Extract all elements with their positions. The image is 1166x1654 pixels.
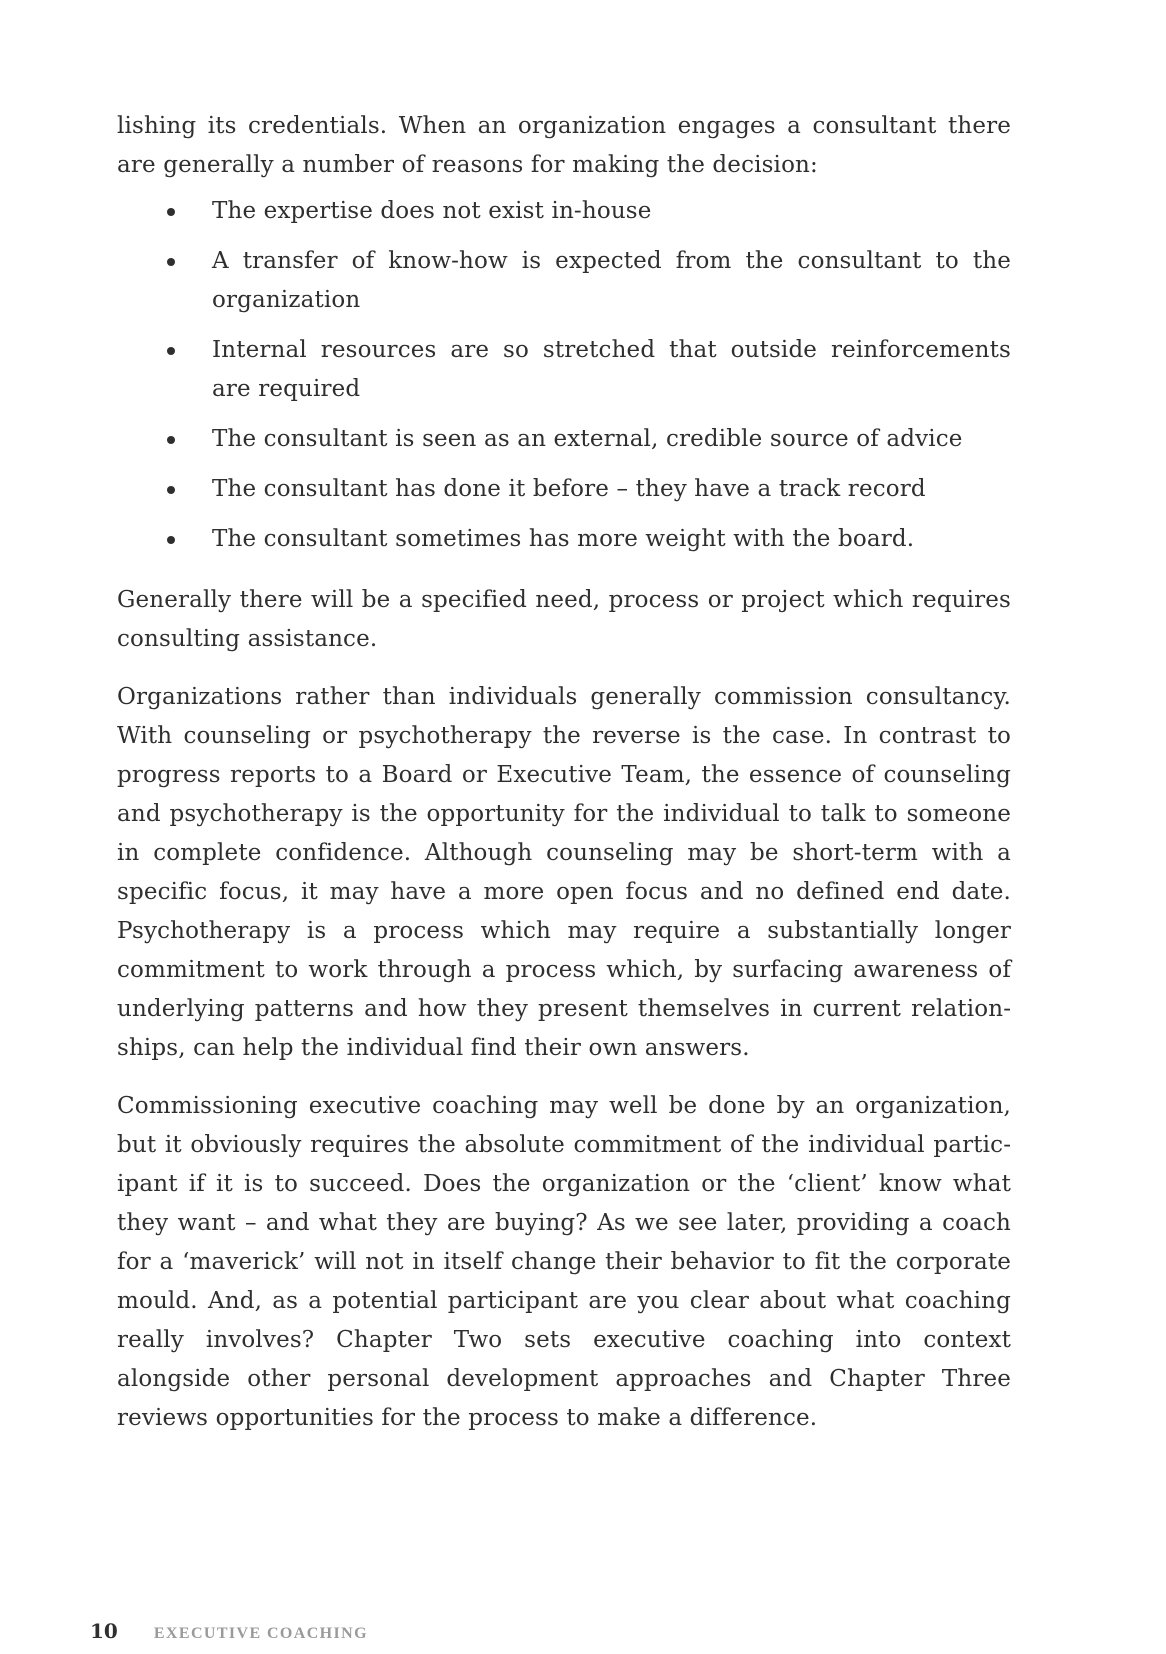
- list-item-text: Internal resources are so stretched that outside reinforcements are required: [212, 337, 1011, 402]
- list-item: [117, 331, 1011, 409]
- list-item-text: A transfer of know-how is expected from the consultant to the organization: [212, 248, 1011, 313]
- list-item-text: The expertise does not exist in-house: [212, 198, 652, 224]
- body-paragraph: Commissioning executive coaching may well be done by an organization, but it obviously requires the absolute commitment of the individual participant if it is to succeed. Does the organization or the ‘client’ know what they want – and what they are buying? As we see later, providing a coach for a ‘maverick’ will not in itself change their behavior to fit the corporate mould. And, as a potential participant are you clear about what coaching really involves? Chapter Two sets executive coaching into context alongside other personal development approaches and Chapter Three reviews opportunities for the process to make a difference.: [117, 1093, 1011, 1431]
- bullet-icon: [167, 536, 175, 544]
- bullet-icon: [167, 347, 175, 355]
- list-item: [117, 242, 1011, 320]
- list-item: [117, 520, 1011, 559]
- list-item-text: The consultant sometimes has more weight with the board.: [212, 526, 915, 552]
- list-item: [117, 470, 1011, 509]
- body-paragraph: Generally there will be a specified need, process or project which requires consulting assistance.: [117, 587, 1011, 652]
- list-item-text: The consultant is seen as an external, credible source of advice: [212, 426, 963, 452]
- bullet-icon: [167, 486, 175, 494]
- page-footer: [90, 1619, 368, 1643]
- running-head: EXECUTIVE COACHING: [153, 1625, 368, 1642]
- bullet-icon: [167, 258, 175, 266]
- page-body: [117, 107, 1011, 1457]
- list-item-text: The consultant has done it before – they have a track record: [212, 476, 926, 502]
- page-number: 10: [90, 1619, 118, 1643]
- reasons-list: [117, 192, 1011, 559]
- list-item: [117, 420, 1011, 459]
- intro-paragraph: lishing its credentials. When an organization engages a consultant there are generally a number of reasons for making the decision:: [117, 113, 1011, 178]
- body-paragraph: Organizations rather than individuals generally commission consultancy. With counseling or psychotherapy the reverse is the case. In contrast to progress reports to a Board or Executive Team, the essence of counseling and psychotherapy is the opportunity for the individual to talk to someone in complete confidence. Although counseling may be short-term with a specific focus, it may have a more open focus and no defined end date. Psychotherapy is a process which may require a substantially longer commitment to work through a process which, by surfacing awareness of underlying patterns and how they present themselves in current relationships, can help the individual find their own answers.: [117, 684, 1011, 1061]
- bullet-icon: [167, 436, 175, 444]
- bullet-icon: [167, 208, 175, 216]
- list-item: [117, 192, 1011, 231]
